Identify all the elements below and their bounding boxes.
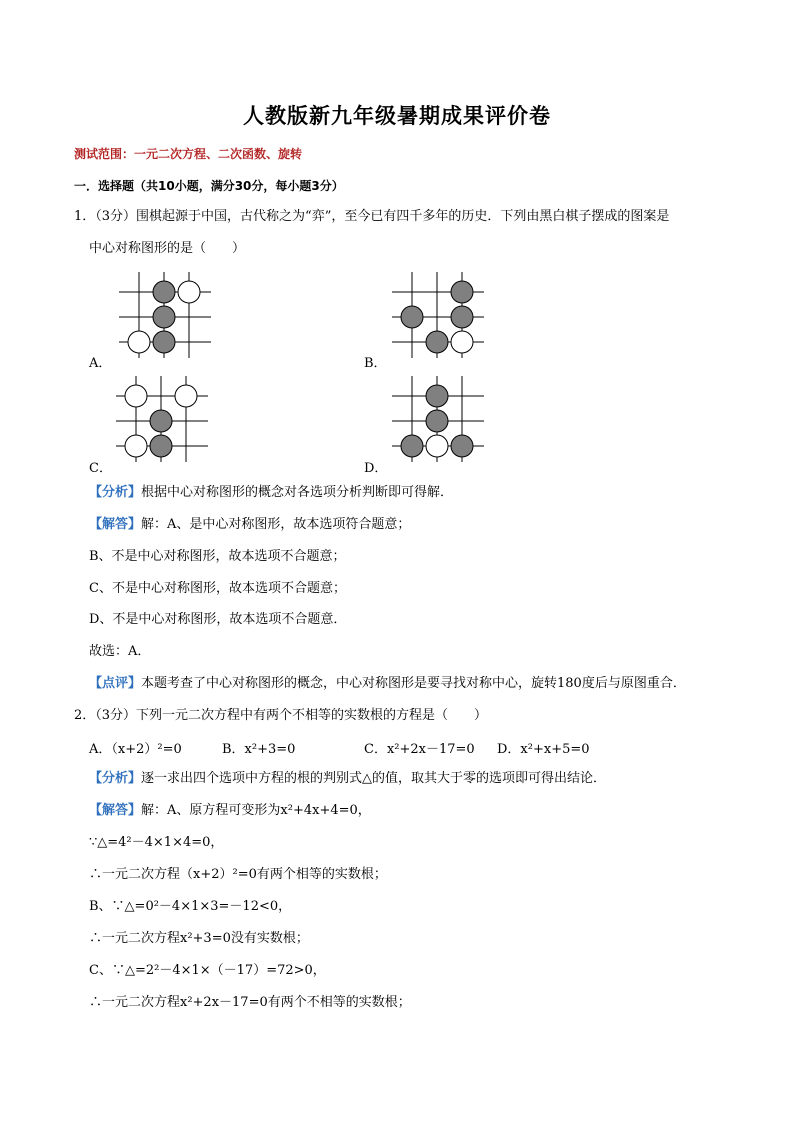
answer-line-a: A、是中心对称图形，故本选项符合题意；	[167, 517, 411, 532]
answer-tag: 【解答】	[89, 803, 142, 818]
q1-line-b: B、不是中心对称图形，故本选项不合题意；	[89, 549, 346, 564]
q1-line-d: D、不是中心对称图形，故本选项不合题意．	[89, 612, 347, 627]
q2-line-6: ∴一元二次方程x²+2x－17=0有两个不相等的实数根；	[89, 995, 411, 1010]
q2-stem: 2．（3分）下列一元二次方程中有两个不相等的实数根的方程是（ ）	[74, 708, 488, 723]
go-board-d	[388, 372, 488, 464]
answer-prefix: 解：	[141, 517, 168, 532]
q1-option-a-label: A．	[89, 356, 112, 371]
answer-prefix: 解：	[141, 803, 168, 818]
analysis-tag: 【分析】	[89, 485, 142, 500]
analysis-tag: 【分析】	[89, 771, 142, 786]
q2-line-5: C、∵△=2²－4×1×（－17）=72>0，	[89, 963, 326, 978]
q1-line-c: C、不是中心对称图形，故本选项不合题意；	[89, 581, 346, 596]
q1-stem-line2: 中心对称图形的是（ ）	[89, 241, 246, 256]
q1-option-b-label: B．	[364, 356, 387, 371]
q2-line-1: ∵△=4²－4×1×4=0，	[89, 835, 224, 850]
q1-choice: 故选：A．	[89, 644, 151, 659]
comment-text: 本题考查了中心对称图形的概念，中心对称图形是要寻找对称中心，旋转180度后与原图重合．	[141, 676, 686, 691]
q2-analysis	[89, 770, 606, 788]
go-board-a	[115, 268, 215, 360]
answer-line-a: A、原方程可变形为x²+4x+4=0，	[167, 803, 371, 818]
q2-line-3: B、∵△=0²－4×1×3=－12<0，	[89, 899, 292, 914]
q2-option-c: C．x²+2x－17=0	[364, 742, 475, 757]
q2-option-b: B．x²+3=0	[222, 742, 296, 757]
q2-option-d: D．x²+x+5=0	[497, 742, 590, 757]
test-scope: 测试范围：一元二次方程、二次函数、旋转	[74, 147, 303, 161]
q1-option-d-label: D．	[364, 461, 388, 476]
section-heading: 一．选择题（共10小题，满分30分，每小题3分）	[74, 179, 344, 193]
q2-line-2: ∴一元二次方程（x+2）²=0有两个相等的实数根；	[89, 867, 387, 882]
q2-answer	[89, 802, 371, 820]
go-board-c	[112, 372, 212, 464]
q1-analysis	[89, 484, 453, 502]
q1-option-c-label: C．	[89, 461, 112, 476]
q1-comment	[89, 675, 686, 693]
page-title: 人教版新九年级暑期成果评价卷	[243, 104, 551, 128]
comment-tag: 【点评】	[89, 676, 142, 691]
analysis-text: 逐一求出四个选项中方程的根的判别式△的值，取其大于零的选项即可得出结论．	[141, 771, 607, 786]
q2-option-a: A．（x+2）²=0	[89, 742, 182, 757]
q1-answer	[89, 516, 410, 534]
q2-line-4: ∴一元二次方程x²+3=0没有实数根；	[89, 931, 309, 946]
analysis-text: 根据中心对称图形的概念对各选项分析判断即可得解．	[141, 485, 454, 500]
answer-tag: 【解答】	[89, 517, 142, 532]
q1-stem-line1: 1．（3分）围棋起源于中国，古代称之为“弈”，至今已有四千多年的历史．下列由黑白棋子摆成的图案是	[74, 209, 670, 224]
go-board-b	[388, 268, 488, 360]
